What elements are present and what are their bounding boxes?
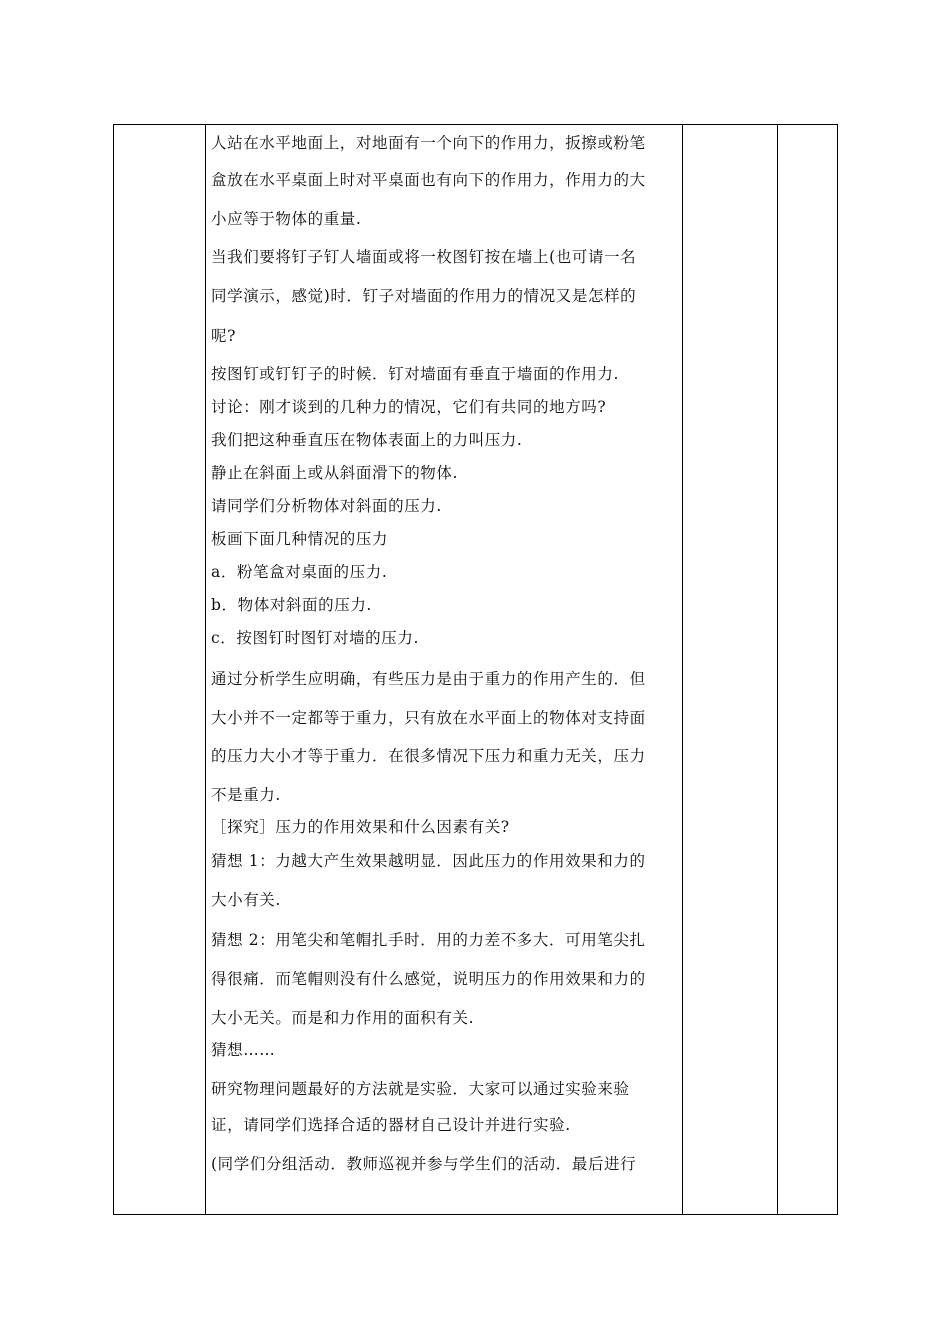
table-row bbox=[114, 125, 838, 1215]
left-empty-cell bbox=[114, 125, 206, 1215]
content-cell bbox=[206, 125, 683, 1215]
text-line: 讨论：刚才谈到的几种力的情况，它们有共同的地方吗? bbox=[211, 398, 607, 416]
text-line: 猜想…… bbox=[211, 1041, 276, 1059]
text-line: 大小有关. bbox=[211, 891, 281, 909]
text-line: 静止在斜面上或从斜面滑下的物体. bbox=[211, 464, 459, 482]
text-line: ［探究］压力的作用效果和什么因素有关? bbox=[211, 818, 510, 836]
text-line: 盒放在水平桌面上时对平桌面也有向下的作用力，作用力的大 bbox=[211, 171, 646, 189]
text-line: 的压力大小才等于重力．在很多情况下压力和重力无关，压力 bbox=[211, 747, 646, 765]
lesson-plan-table bbox=[113, 124, 838, 1215]
text-line: 大小并不一定都等于重力，只有放在水平面上的物体对支持面 bbox=[211, 709, 646, 727]
text-line: (同学们分组活动．教师巡视并参与学生们的活动．最后进行 bbox=[211, 1155, 637, 1173]
text-line: 证，请同学们选择合适的器材自己设计并进行实验. bbox=[211, 1116, 571, 1134]
text-line: 大小无关。而是和力作用的面积有关. bbox=[211, 1009, 475, 1027]
text-line: 小应等于物体的重量. bbox=[211, 210, 362, 228]
text-line: 按图钉或钉钉子的时候．钉对墙面有垂直于墙面的作用力. bbox=[211, 365, 620, 383]
text-line: b．物体对斜面的压力. bbox=[211, 596, 372, 614]
lesson-content bbox=[206, 125, 682, 1214]
right-empty-cell-2 bbox=[778, 125, 838, 1215]
text-line: 猜想 1：力越大产生效果越明显．因此压力的作用效果和力的 bbox=[211, 852, 646, 870]
text-line: 得很痛．而笔帽则没有什么感觉，说明压力的作用效果和力的 bbox=[211, 970, 646, 988]
text-line: 人站在水平地面上，对地面有一个向下的作用力，扳擦或粉笔 bbox=[211, 134, 646, 152]
text-line: 当我们要将钉子钉人墙面或将一枚图钉按在墙上(也可请一名 bbox=[211, 248, 637, 266]
text-line: 我们把这种垂直压在物体表面上的力叫压力. bbox=[211, 431, 523, 449]
text-line: a．粉笔盒对桌面的压力. bbox=[211, 563, 388, 581]
text-line: 不是重力. bbox=[211, 786, 281, 804]
text-line: c．按图钉时图钉对墙的压力. bbox=[211, 629, 420, 647]
text-line: 请同学们分析物体对斜面的压力. bbox=[211, 497, 442, 515]
text-line: 研究物理问题最好的方法就是实验．大家可以通过实验来验 bbox=[211, 1080, 630, 1098]
text-line: 呢? bbox=[211, 327, 237, 345]
text-line: 猜想 2：用笔尖和笔帽扎手时．用的力差不多大．可用笔尖扎 bbox=[211, 931, 646, 949]
text-line: 同学演示，感觉)时．钉子对墙面的作用力的情况又是怎样的 bbox=[211, 287, 637, 305]
text-line: 板画下面几种情况的压力 bbox=[211, 530, 389, 548]
text-line: 通过分析学生应明确，有些压力是由于重力的作用产生的．但 bbox=[211, 670, 646, 688]
right-empty-cell-1 bbox=[683, 125, 778, 1215]
